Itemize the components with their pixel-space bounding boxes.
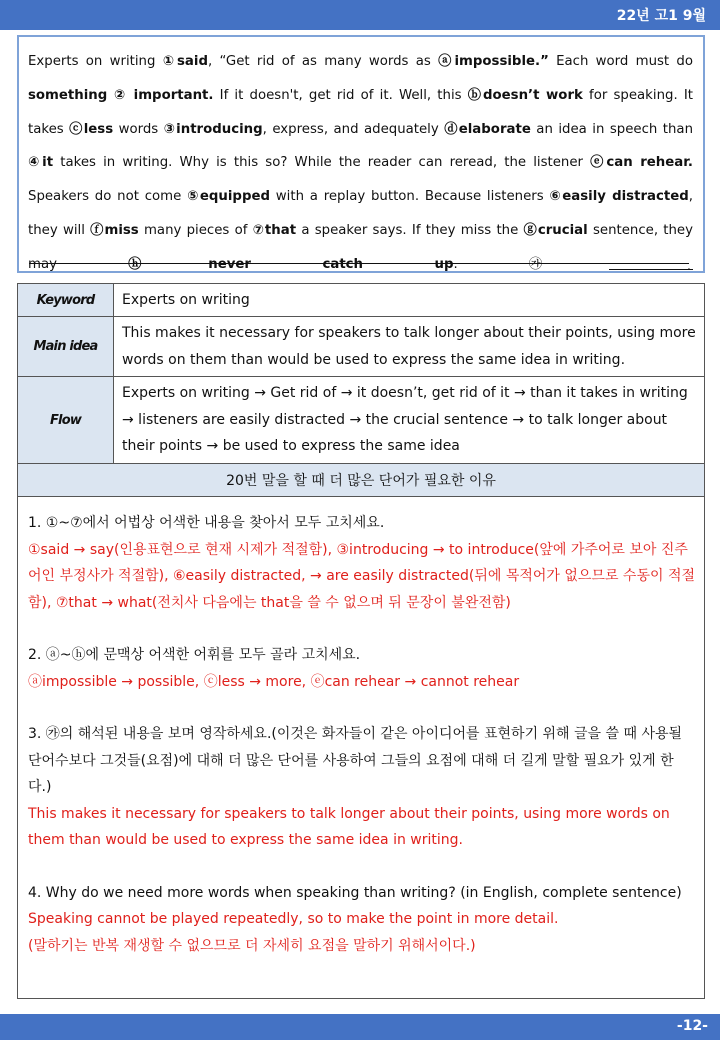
answer-1: ①said → say(인용표현으로 현재 시제가 적절함), ③introducing → to introduce(앞에 가주어로 보아 진주어인 부정사가 적절함), ⑥easily distracted, → are easily distracted(뒤에 목적어가 없으므로 수동이 적절함), ⑦that → what(전치사 다음에는 that을 쓸 수 없으며 뒤 문장이 불완전함) (28, 541, 695, 611)
answer-2: ⓐimpossible → possible, ⓒless → more, ⓔcan rehear → cannot rehear (28, 673, 520, 690)
question-3: 3. ㉮의 해석된 내용을 보며 영작하세요.(이것은 화자들이 같은 아이디어를 표현하기 위해 글을 쓸 때 사용될 단어수보다 그것들(요점)에 대해 더 많은 단어를 사용하여 그들의 요점에 대해 더 길게 말할 필요가 있게 한다.) (28, 726, 683, 795)
passage-text: Experts on writing (28, 54, 163, 69)
passage-mark: ⑦that (252, 222, 297, 238)
passage-text: If it doesn't, get rid of it. Well, this (213, 87, 468, 103)
passage-mark: ③introducing (163, 121, 263, 137)
summary-table (17, 283, 705, 497)
main-idea-value: This makes it necessary for speakers to talk longer about their points, using more words on them than would be used to express the same idea in writing. (114, 317, 705, 377)
question-2: 2. ⓐ~ⓗ에 문맥상 어색한 어휘를 모두 골라 고치세요. (28, 647, 361, 663)
question-1: 1. ①~⑦에서 어법상 어색한 내용을 찾아서 모두 고치세요. (28, 515, 385, 531)
passage-text: Speakers do not come (28, 189, 188, 205)
passage-mark: ⓑdoesn’t work (467, 87, 583, 103)
passage-mark: ⓒless (69, 121, 114, 137)
passage-mark: ⓖcrucial (523, 222, 588, 238)
passage-text: with a replay button. Because listeners (270, 189, 550, 205)
passage-mark: ④it (28, 155, 54, 171)
passage-mark: ⓓelaborate (444, 121, 531, 137)
passage-mark: ⑥easily distracted (549, 189, 689, 205)
blank-end-period: . (686, 259, 691, 274)
passage-box (17, 35, 705, 273)
passage-mark: ⓗnever catch up (128, 256, 454, 272)
keyword-value: Experts on writing (114, 284, 705, 317)
passage-mark: ①said (162, 54, 208, 69)
passage-text: many pieces of (138, 222, 253, 238)
question-4: 4. Why do we need more words when speaking than writing? (in English, complete sentence) (28, 884, 682, 901)
footer-bar (0, 1014, 720, 1040)
main-idea-label: Main idea (18, 317, 114, 377)
answer-blank-line (29, 263, 689, 264)
passage-text: takes in writing. Why is this so? While the reader can reread, the listener (53, 155, 591, 171)
questions-box (17, 496, 705, 999)
flow-value: Experts on writing → Get rid of → it doesn’t, get rid of it → than it takes in writing → listeners are easily distracted → the crucial sentence → to talk longer about their points → be used to express the same idea (114, 377, 705, 464)
passage-text: , express, and adequately (262, 121, 445, 137)
passage-mark: something ② important. (28, 87, 214, 103)
page-number: -12- (676, 1018, 708, 1034)
answer-3: This makes it necessary for speakers to talk longer about their points, using more words on them than would be used to express the same idea in writing. (28, 805, 670, 848)
passage-text: for speaking. It takes (28, 87, 693, 137)
header-bar (0, 0, 720, 30)
passage-mark: ⓐimpossible.” (438, 54, 549, 69)
passage-text: Each word must do (548, 54, 693, 69)
flow-label: Flow (18, 377, 114, 464)
passage-text: , “Get rid of as many words as (207, 54, 439, 69)
keyword-label: Keyword (18, 284, 114, 317)
passage-text: . ㉮ (453, 256, 610, 272)
passage-mark: ⑤equipped (187, 189, 271, 205)
answer-4-korean: (말하기는 반복 재생할 수 없으므로 더 자세히 요점을 말하기 위해서이다.) (28, 937, 476, 954)
passage-text: a speaker says. If they miss the (296, 222, 524, 238)
passage-text: an idea in speech than (530, 121, 694, 137)
passage-mark: ⓕmiss (90, 222, 139, 238)
passage-text: , they will (28, 189, 693, 238)
passage-mark: ⓔcan rehear. (590, 155, 693, 171)
section-heading: 20번 말을 할 때 더 많은 단어가 필요한 이유 (18, 464, 705, 497)
exam-tag: 22년 고1 9월 (616, 8, 706, 24)
answer-4: Speaking cannot be played repeatedly, so to make the point in more detail. (28, 911, 559, 927)
passage-text: words (113, 121, 164, 137)
passage-text: sentence, they may (28, 222, 693, 272)
